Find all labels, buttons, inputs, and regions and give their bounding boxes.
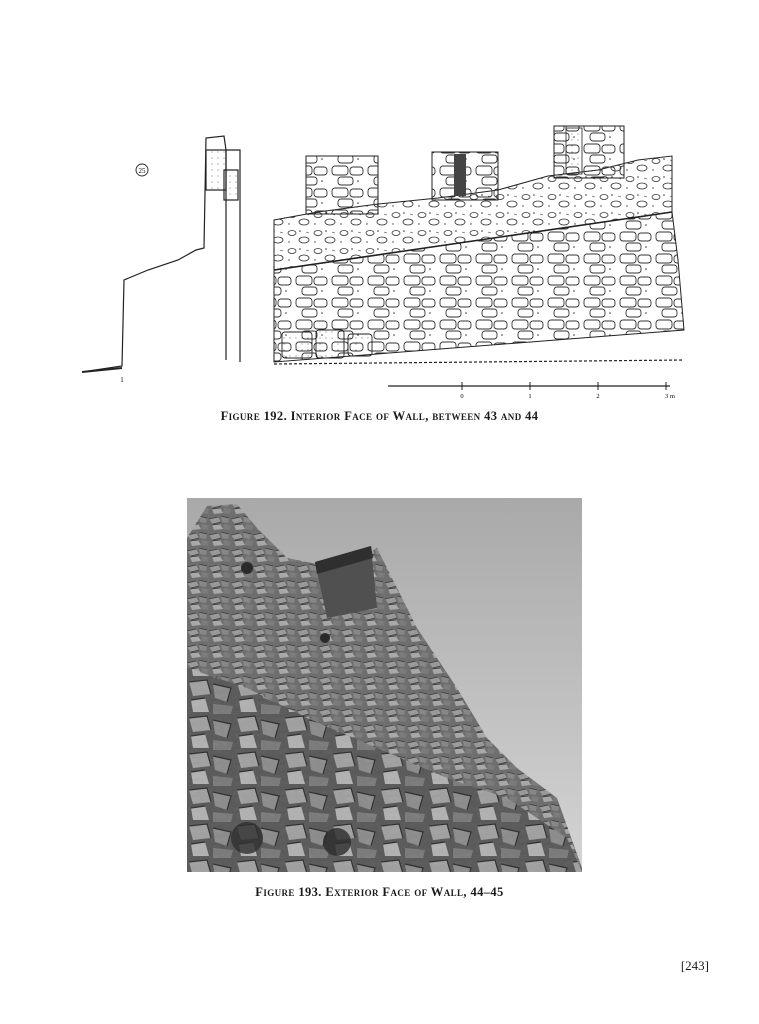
figure-192-caption: Figure 192. Interior Face of Wall, between 43 and 44 [220, 409, 539, 423]
wall-section-profile [82, 136, 240, 372]
marker-label: 25 [138, 167, 146, 175]
page-number: [243] [680, 958, 709, 973]
scale-tick-label: 3 m [665, 393, 675, 400]
wall-elevation [274, 126, 684, 364]
figure-192-drawing [78, 120, 690, 400]
scale-bar [388, 382, 675, 400]
scale-tick-label: 2 [596, 393, 600, 400]
scale-tick-label: 1 [528, 393, 532, 400]
scale-tick-label: 0 [460, 393, 464, 400]
section-label: 1 [120, 376, 124, 384]
figure-193-caption: Figure 193. Exterior Face of Wall, 44–45 [255, 885, 504, 899]
figure-193-photo [187, 498, 582, 872]
